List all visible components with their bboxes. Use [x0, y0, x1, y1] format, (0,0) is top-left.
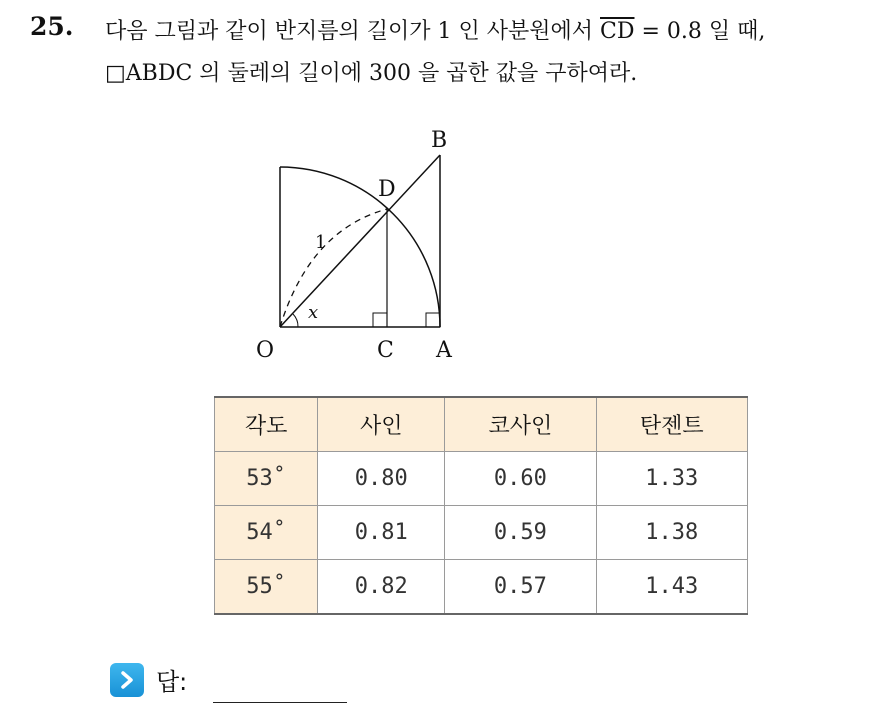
question-text-part1: 다음 그림과 같이 반지름의 길이가 1 인 사분원에서 [105, 19, 593, 44]
label-c: C [377, 338, 394, 363]
question-number: 25. [30, 12, 74, 41]
cell-angle: 54˚ [215, 506, 318, 560]
table-row [215, 506, 748, 560]
cell-cosine: 0.57 [445, 560, 596, 615]
chevron-right-icon [110, 663, 144, 697]
cell-sine: 0.81 [318, 506, 445, 560]
label-radius: 1 [315, 232, 327, 253]
cell-angle: 55˚ [215, 560, 318, 615]
cell-cosine: 0.60 [445, 452, 596, 506]
answer-label: 답: [156, 668, 188, 696]
cell-angle: 53˚ [215, 452, 318, 506]
quarter-circle-figure [250, 120, 480, 365]
table-row [215, 452, 748, 506]
table-row [215, 560, 748, 615]
cell-cosine: 0.59 [445, 506, 596, 560]
label-o: O [256, 338, 275, 363]
segment-cd: $\overline{CD}$ [600, 19, 635, 44]
header-tangent: 탄젠트 [596, 397, 747, 452]
header-cosine: 코사인 [445, 397, 596, 452]
trig-table [214, 396, 748, 615]
label-d: D [378, 177, 396, 202]
cell-sine: 0.82 [318, 560, 445, 615]
cell-tangent: 1.43 [596, 560, 747, 615]
header-sine: 사인 [318, 397, 445, 452]
cell-tangent: 1.38 [596, 506, 747, 560]
label-b: B [431, 128, 448, 153]
label-a: A [436, 338, 452, 363]
answer-blank[interactable] [213, 702, 347, 703]
table-header-row [215, 397, 748, 452]
answer-area [110, 662, 187, 697]
question-text-line2: □ABDC 의 둘레의 길이에 300 을 곱한 값을 구하여라. [105, 61, 638, 86]
cell-sine: 0.80 [318, 452, 445, 506]
cell-tangent: 1.33 [596, 452, 747, 506]
question-text-line1 [105, 14, 765, 45]
label-angle-x: x [308, 302, 319, 323]
header-angle: 각도 [215, 397, 318, 452]
question-text-part2: = 0.8 일 때, [641, 19, 766, 44]
